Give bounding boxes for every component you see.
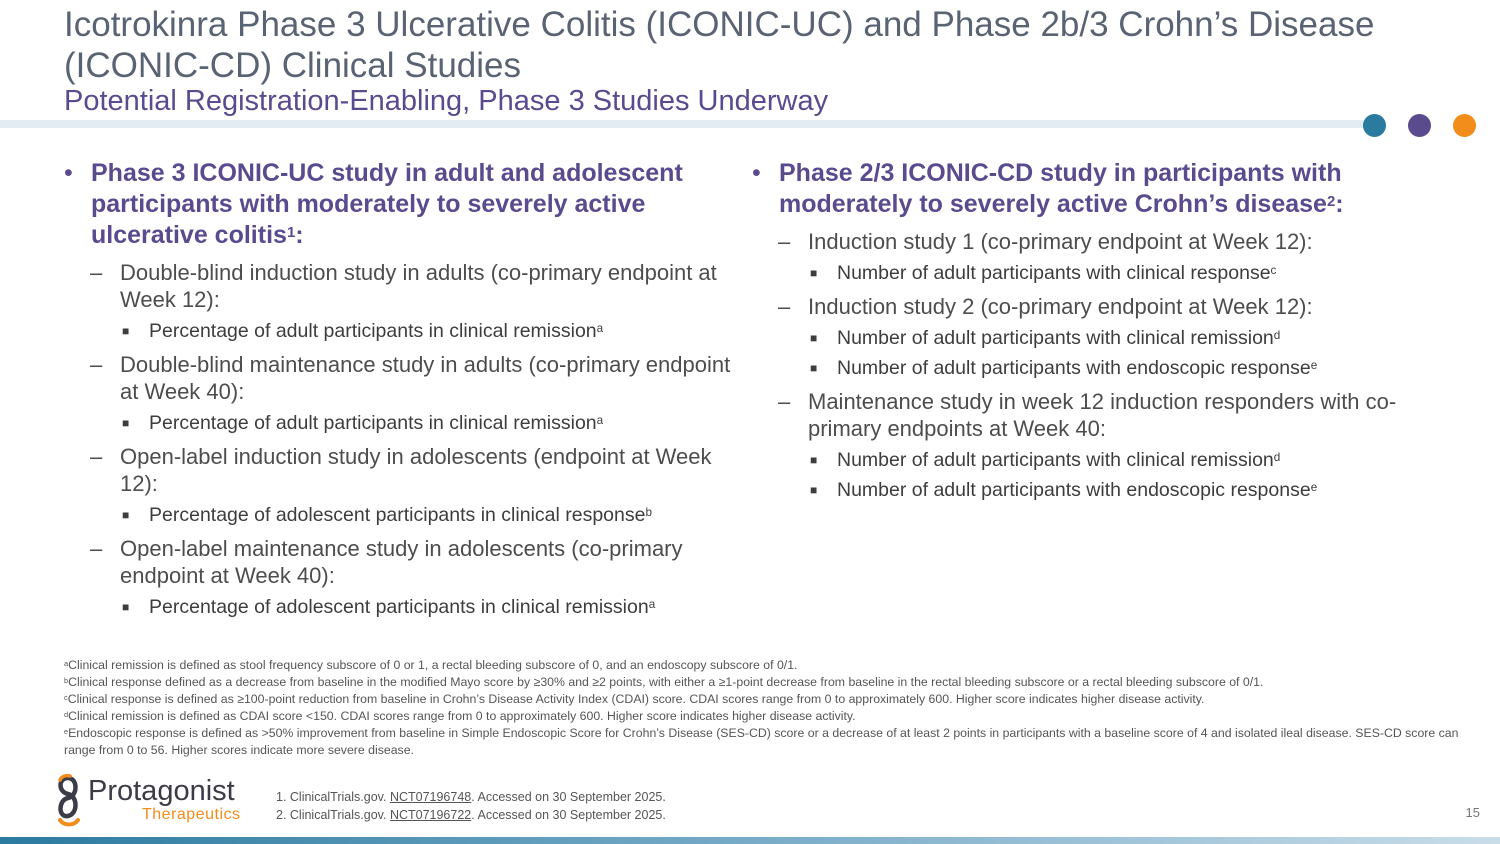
footnote-a xyxy=(64,657,1464,674)
cd-item-2-endpoint-2 xyxy=(752,356,1452,380)
uc-item-1-text: Double-blind induction study in adults (co-primary endpoint at Week 12): xyxy=(120,260,717,312)
square-bullet-icon: ■ xyxy=(122,416,130,430)
cd-item-3 xyxy=(752,388,1452,442)
uc-item-3-text: Open-label induction study in adolescents (endpoint at Week 12): xyxy=(120,444,712,496)
footnote-ref: a xyxy=(648,598,656,612)
cd-item-3-text: Maintenance study in week 12 induction responders with co-primary endpoints at Week 40: xyxy=(808,389,1397,441)
footnote-ref: a xyxy=(596,414,604,428)
slide-subtitle: Potential Registration-Enabling, Phase 3 Studies Underway xyxy=(64,85,829,117)
dash-icon: – xyxy=(778,389,791,414)
uc-item-3-endpoint xyxy=(64,503,734,527)
footnote-mark: c xyxy=(64,693,68,703)
bottom-accent-bar xyxy=(0,837,1500,844)
decorative-dot-teal xyxy=(1363,114,1386,137)
uc-item-3 xyxy=(64,443,734,497)
uc-item-2-endpoint xyxy=(64,411,734,435)
footnote-b xyxy=(64,674,1464,691)
cd-item-1-text: Induction study 1 (co-primary endpoint at Week 12): xyxy=(808,229,1313,254)
cd-item-1 xyxy=(752,228,1452,255)
footnote-mark: b xyxy=(64,676,69,686)
bullet-icon: • xyxy=(752,159,761,187)
protagonist-logo-icon xyxy=(50,774,86,828)
cd-item-3-endpoint-1-text: Number of adult participants with clinical remission xyxy=(837,449,1274,471)
cd-item-2-endpoint-1 xyxy=(752,326,1452,350)
decorative-dot-purple xyxy=(1408,114,1431,137)
uc-study-heading xyxy=(64,158,734,251)
uc-heading-ref: 1 xyxy=(286,224,296,241)
square-bullet-icon: ■ xyxy=(810,483,818,497)
footnotes xyxy=(64,657,1464,759)
footnote-text: Clinical remission is defined as CDAI score <150. CDAI scores range from 0 to approximately 600. Higher score indicates higher disease activity. xyxy=(68,709,856,723)
dash-icon: – xyxy=(778,229,791,254)
footnote-text: Clinical response is defined as ≥100-point reduction from baseline in Crohn’s Disease Activity Index (CDAI) score. CDAI scores range from 0 to approximately 600. Higher score indicates higher disease activity. xyxy=(67,692,1205,706)
footnote-mark: d xyxy=(64,710,69,720)
cd-item-1-endpoint xyxy=(752,261,1452,285)
company-logo xyxy=(50,774,260,830)
dash-icon: – xyxy=(778,294,791,319)
cd-item-1-endpoint-text: Number of adult participants with clinical response xyxy=(837,262,1271,284)
footnote-ref: e xyxy=(1310,481,1318,495)
reference-suffix: . Accessed on 30 September 2025. xyxy=(471,790,666,804)
trial-link-2[interactable]: NCT07196722 xyxy=(389,808,472,822)
square-bullet-icon: ■ xyxy=(810,266,818,280)
page-number: 15 xyxy=(1465,805,1480,820)
cd-study-heading xyxy=(752,158,1452,220)
dash-icon: – xyxy=(90,352,103,377)
footnote-mark: a xyxy=(64,659,69,669)
logo-name: Protagonist xyxy=(88,775,235,807)
reference-suffix: . Accessed on 30 September 2025. xyxy=(471,808,666,822)
square-bullet-icon: ■ xyxy=(122,324,130,338)
cd-item-2-text: Induction study 2 (co-primary endpoint at Week 12): xyxy=(808,294,1313,319)
uc-item-4 xyxy=(64,535,734,589)
uc-item-1-endpoint-text: Percentage of adult participants in clinical remission xyxy=(149,320,597,342)
cd-heading-text: Phase 2/3 ICONIC-CD study in participants with moderately to severely active Crohn’s disease xyxy=(779,159,1342,218)
trial-link-1[interactable]: NCT07196748 xyxy=(389,790,472,804)
uc-item-1 xyxy=(64,259,734,313)
reference-prefix: 1. ClinicalTrials.gov. xyxy=(276,790,390,804)
bullet-icon: • xyxy=(64,159,73,187)
reference-2 xyxy=(276,806,666,824)
uc-item-2 xyxy=(64,351,734,405)
footnote-ref: d xyxy=(1273,329,1281,343)
uc-item-4-endpoint-text: Percentage of adolescent participants in clinical remission xyxy=(149,596,649,618)
uc-item-1-endpoint xyxy=(64,319,734,343)
references xyxy=(276,788,666,824)
footnote-mark: e xyxy=(64,727,69,737)
reference-1 xyxy=(276,788,666,806)
uc-heading-colon: : xyxy=(295,221,304,249)
right-column xyxy=(752,158,1452,502)
square-bullet-icon: ■ xyxy=(810,361,818,375)
uc-item-3-endpoint-text: Percentage of adolescent participants in clinical response xyxy=(149,504,646,526)
logo-subtitle: Therapeutics xyxy=(142,806,241,823)
footnote-c xyxy=(64,691,1464,708)
footnote-text: Endoscopic response is defined as >50% improvement from baseline in Simple Endoscopic Score for Crohn’s Disease (SES-CD) score or a decrease of at least 2 points in participants with a baseline score of 4 and isolated ileal disease. SES-CD score can range from 0 to 56. Higher scores indicate more severe disease. xyxy=(64,726,1459,757)
footnote-ref: c xyxy=(1270,264,1277,278)
square-bullet-icon: ■ xyxy=(810,331,818,345)
square-bullet-icon: ■ xyxy=(810,453,818,467)
cd-item-3-endpoint-2-text: Number of adult participants with endoscopic response xyxy=(837,479,1311,501)
slide-title: Icotrokinra Phase 3 Ulcerative Colitis (ICONIC-UC) and Phase 2b/3 Crohn’s Disease (ICONIC-CD) Clinical Studies xyxy=(64,5,1375,85)
cd-heading-ref: 2 xyxy=(1326,193,1336,210)
footnote-d xyxy=(64,708,1464,725)
reference-prefix: 2. ClinicalTrials.gov. xyxy=(276,808,390,822)
cd-item-3-endpoint-2 xyxy=(752,478,1452,502)
uc-item-2-endpoint-text: Percentage of adult participants in clinical remission xyxy=(149,412,597,434)
uc-item-2-text: Double-blind maintenance study in adults (co-primary endpoint at Week 40): xyxy=(120,352,731,404)
uc-heading-text: Phase 3 ICONIC-UC study in adult and adolescent participants with moderately to severely active ulcerative colitis xyxy=(91,159,683,249)
header-divider xyxy=(0,120,1370,128)
dash-icon: – xyxy=(90,536,103,561)
cd-heading-colon: : xyxy=(1335,190,1344,218)
footnote-ref: b xyxy=(645,506,652,520)
decorative-dot-orange xyxy=(1453,114,1476,137)
footnote-e xyxy=(64,725,1464,759)
footnote-text: Clinical remission is defined as stool frequency subscore of 0 or 1, a rectal bleeding subscore of 0, and an endoscopy subscore of 0/1. xyxy=(68,658,798,672)
dash-icon: – xyxy=(90,444,103,469)
footnote-text: Clinical response defined as a decrease from baseline in the modified Mayo score by ≥30% and ≥2 points, with either a ≥1-point decrease from baseline in the rectal bleeding subscore or a rectal bleeding subscore of 0/1. xyxy=(68,675,1264,689)
dash-icon: – xyxy=(90,260,103,285)
left-column xyxy=(64,158,734,619)
uc-item-4-text: Open-label maintenance study in adolescents (co-primary endpoint at Week 40): xyxy=(120,536,683,588)
uc-item-4-endpoint xyxy=(64,595,734,619)
footnote-ref: e xyxy=(1310,359,1318,373)
square-bullet-icon: ■ xyxy=(122,508,130,522)
cd-item-2-endpoint-2-text: Number of adult participants with endoscopic response xyxy=(837,357,1311,379)
cd-item-2-endpoint-1-text: Number of adult participants with clinical remission xyxy=(837,327,1274,349)
square-bullet-icon: ■ xyxy=(122,600,130,614)
cd-item-2 xyxy=(752,293,1452,320)
cd-item-3-endpoint-1 xyxy=(752,448,1452,472)
footnote-ref: d xyxy=(1273,451,1281,465)
footnote-ref: a xyxy=(596,322,604,336)
